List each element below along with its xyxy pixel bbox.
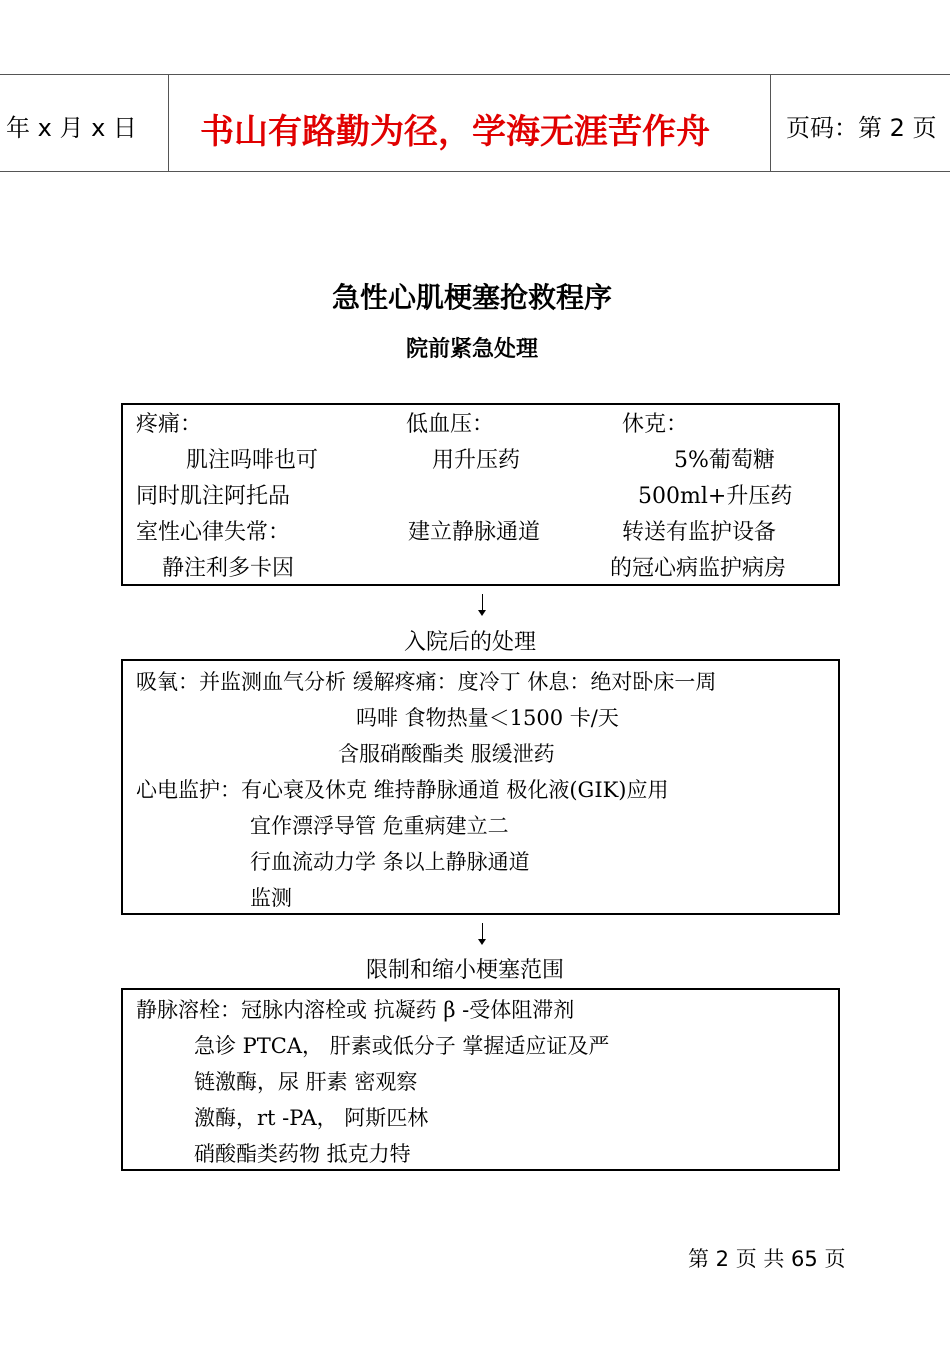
ccu-text: 的冠心病监护病房 xyxy=(610,556,787,581)
infarct-line-5: 硝酸酯类药物 抵克力特 xyxy=(194,1142,411,1166)
in-hospital-line-7: 监测 xyxy=(250,886,292,910)
header-motto: 书山有路勤为径，学海无涯苦作舟 xyxy=(200,112,710,152)
hypotension-label: 低血压： xyxy=(406,412,495,437)
iv-access-text: 建立静脉通道 xyxy=(408,520,541,545)
in-hospital-line-5: 宜作漂浮导管 危重病建立二 xyxy=(250,814,509,838)
infarct-line-2: 急诊 PTCA， 肝素或低分子 掌握适应证及严 xyxy=(194,1034,610,1058)
atropine-text: 同时肌注阿托品 xyxy=(136,484,291,509)
arrhythmia-label: 室性心律失常： xyxy=(136,520,291,545)
header-bottom-rule xyxy=(0,171,950,172)
flow-arrow-1 xyxy=(482,594,483,614)
transfer-text: 转送有监护设备 xyxy=(622,520,777,545)
morphine-text: 肌注吗啡也可 xyxy=(186,448,319,473)
header-date: 年 x 月 x 日 xyxy=(6,114,137,142)
section-subtitle: 院前紧急处理 xyxy=(406,337,539,362)
pain-label: 疼痛： xyxy=(136,412,203,437)
in-hospital-line-3: 含服硝酸酯类 服缓泄药 xyxy=(338,742,555,766)
vasopressor-text: 用升压药 xyxy=(432,448,521,473)
in-hospital-line-2: 吗啡 食物热量＜1500 卡/天 xyxy=(356,706,619,730)
infarct-line-3: 链激酶，尿 肝素 密观察 xyxy=(194,1070,418,1094)
infarct-line-4: 激酶，rt -PA， 阿斯匹林 xyxy=(194,1106,429,1130)
header-divider-left xyxy=(168,74,169,172)
header-page-label: 页码：第 2 页 xyxy=(786,114,937,142)
infarct-limit-label: 限制和缩小梗塞范围 xyxy=(366,958,565,983)
infarct-line-1: 静脉溶栓：冠脉内溶栓或 抗凝药 β -受体阻滞剂 xyxy=(136,998,575,1022)
header-top-rule xyxy=(0,74,950,75)
in-hospital-label: 入院后的处理 xyxy=(404,630,537,655)
flow-arrow-2 xyxy=(482,923,483,943)
header-divider-right xyxy=(770,74,771,172)
glucose-text: 5%葡萄糖 xyxy=(674,448,775,473)
in-hospital-line-4: 心电监护：有心衰及休克 维持静脉通道 极化液(GIK)应用 xyxy=(136,778,669,802)
lidocaine-text: 静注利多卡因 xyxy=(162,556,295,581)
page-title: 急性心肌梗塞抢救程序 xyxy=(332,281,613,314)
page-footer: 第 2 页 共 65 页 xyxy=(688,1247,846,1271)
in-hospital-line-1: 吸氧：并监测血气分析 缓解疼痛：度冷丁 休息：绝对卧床一周 xyxy=(136,670,717,694)
glucose-vasopressor-text: 500ml+升压药 xyxy=(638,484,793,509)
in-hospital-line-6: 行血流动力学 条以上静脉通道 xyxy=(250,850,530,874)
shock-label: 休克： xyxy=(622,412,689,437)
